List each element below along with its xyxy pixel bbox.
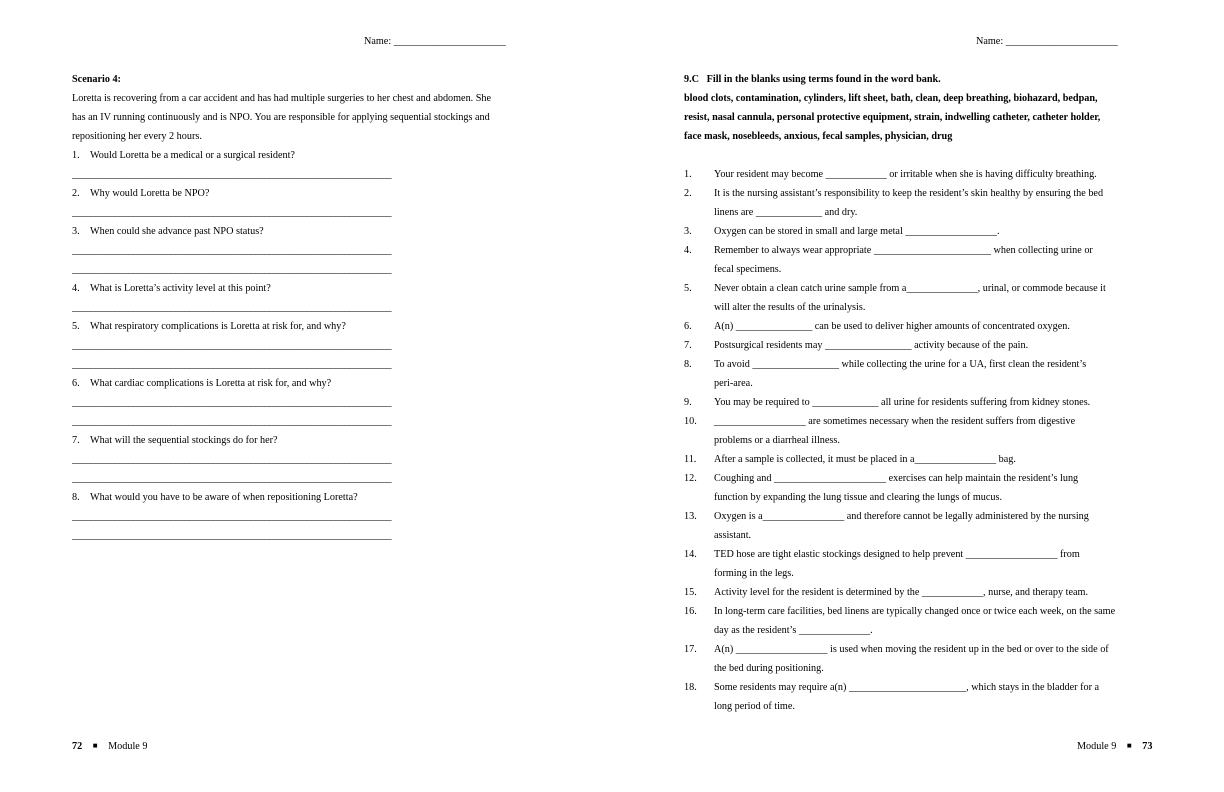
item-text: Remember to always wear appropriate _______________________ when collecting urine or <box>714 245 1093 256</box>
answer-line[interactable]: ____________________________________________________________________ <box>72 511 392 522</box>
answer-line[interactable]: ____________________________________________________________________ <box>72 245 392 256</box>
question-number: 3. <box>72 226 80 237</box>
fill-in-item <box>684 222 1170 241</box>
item-text: To avoid _________________ while collecting the urine for a UA, first clean the resident’s <box>714 359 1087 370</box>
item-number: 12. <box>684 473 697 484</box>
item-number: 6. <box>684 321 692 332</box>
question-number: 4. <box>72 283 80 294</box>
word-bank-line: blood clots, contamination, cylinders, lift sheet, bath, clean, deep breathing, biohazard, bedpan, <box>684 93 1098 104</box>
question-number: 8. <box>72 492 80 503</box>
answer-line[interactable]: ____________________________________________________________________ <box>72 397 392 408</box>
question-text: When could she advance past NPO status? <box>90 226 264 237</box>
item-text-continued: problems or a diarrheal illness. <box>714 435 840 446</box>
fill-in-item <box>684 583 1170 602</box>
word-bank-line: resist, nasal cannula, personal protective equipment, strain, indwelling catheter, catheter holder, <box>684 112 1101 123</box>
question-text: Why would Loretta be NPO? <box>90 188 210 199</box>
footer-bullet: ■ <box>1126 741 1132 750</box>
item-text: Coughing and ______________________ exercises can help maintain the resident’s lung <box>714 473 1079 484</box>
right-page <box>612 0 1224 792</box>
answer-line[interactable]: ____________________________________________________________________ <box>72 169 392 180</box>
item-text-continued: will alter the results of the urinalysis. <box>714 302 866 313</box>
question-number: 2. <box>72 188 80 199</box>
item-text-continued: forming in the legs. <box>714 568 794 579</box>
item-number: 14. <box>684 549 697 560</box>
spacer <box>684 146 1170 165</box>
item-number: 9. <box>684 397 692 408</box>
fill-in-item <box>684 450 1170 469</box>
item-number: 1. <box>684 169 692 180</box>
fill-in-item <box>684 355 1170 374</box>
item-text-continued: fecal specimens. <box>714 264 782 275</box>
item-text: Your resident may become ____________ or irritable when she is having difficulty breathing. <box>714 169 1097 180</box>
page-footer <box>1077 741 1152 752</box>
item-number: 2. <box>684 188 692 199</box>
question-row <box>72 374 542 393</box>
fill-in-item <box>684 412 1170 431</box>
answer-line[interactable]: ____________________________________________________________________ <box>72 359 392 370</box>
answer-line[interactable]: ____________________________________________________________________ <box>72 416 392 427</box>
fill-in-item <box>684 393 1170 412</box>
item-text: In long-term care facilities, bed linens are typically changed once or twice each week, on the same <box>714 606 1116 617</box>
answer-line[interactable]: ____________________________________________________________________ <box>72 207 392 218</box>
answer-line[interactable]: ____________________________________________________________________ <box>72 473 392 484</box>
fill-in-section <box>684 70 1170 716</box>
item-text: A(n) __________________ is used when moving the resident up in the bed or over to the side of <box>714 644 1109 655</box>
question-number: 1. <box>72 150 80 161</box>
scenario-intro-line: Loretta is recovering from a car accident and has had multiple surgeries to her chest and abdomen. She <box>72 93 492 104</box>
fill-in-item <box>684 507 1170 526</box>
fill-in-item <box>684 279 1170 298</box>
answer-line[interactable]: ____________________________________________________________________ <box>72 264 392 275</box>
question-row <box>72 222 542 241</box>
item-number: 10. <box>684 416 697 427</box>
fill-in-item <box>684 545 1170 564</box>
question-number: 6. <box>72 378 80 389</box>
item-number: 18. <box>684 682 697 693</box>
item-text-continued: linens are _____________ and dry. <box>714 207 858 218</box>
word-bank-line: face mask, nosebleeds, anxious, fecal samples, physician, drug <box>684 131 953 142</box>
question-text: What would you have to be aware of when repositioning Loretta? <box>90 492 358 503</box>
section-heading <box>684 70 1170 89</box>
section-instruction: Fill in the blanks using terms found in the word bank. <box>706 74 941 85</box>
fill-in-item <box>684 165 1170 184</box>
question-row <box>72 317 542 336</box>
question-text: What cardiac complications is Loretta at risk for, and why? <box>90 378 332 389</box>
module-label: Module 9 <box>1077 741 1117 752</box>
item-text: __________________ are sometimes necessary when the resident suffers from digestive <box>714 416 1076 427</box>
question-text: What is Loretta’s activity level at this point? <box>90 283 271 294</box>
item-number: 11. <box>684 454 697 465</box>
question-row <box>72 279 542 298</box>
item-text: Oxygen is a________________ and therefore cannot be legally administered by the nursing <box>714 511 1089 522</box>
page-number: 73 <box>1142 741 1153 752</box>
fill-in-item <box>684 317 1170 336</box>
section-label: 9.C <box>684 74 699 85</box>
item-text-continued: peri-area. <box>714 378 753 389</box>
item-number: 4. <box>684 245 692 256</box>
item-number: 17. <box>684 644 697 655</box>
fill-in-item <box>684 602 1170 621</box>
question-text: What respiratory complications is Loretta at risk for, and why? <box>90 321 346 332</box>
item-text-continued: assistant. <box>714 530 752 541</box>
item-number: 3. <box>684 226 692 237</box>
answer-line[interactable]: ____________________________________________________________________ <box>72 340 392 351</box>
item-text: Never obtain a clean catch urine sample from a______________, urinal, or commode because it <box>714 283 1106 294</box>
question-row <box>72 184 542 203</box>
item-number: 7. <box>684 340 692 351</box>
question-number: 7. <box>72 435 80 446</box>
item-text: TED hose are tight elastic stockings designed to help prevent __________________ from <box>714 549 1080 560</box>
question-text: What will the sequential stockings do for her? <box>90 435 278 446</box>
scenario-intro-line: repositioning her every 2 hours. <box>72 131 202 142</box>
item-text: Postsurgical residents may _________________ activity because of the pain. <box>714 340 1029 351</box>
item-number: 15. <box>684 587 697 598</box>
scenario-title: Scenario 4: <box>72 74 121 85</box>
item-number: 5. <box>684 283 692 294</box>
question-number: 5. <box>72 321 80 332</box>
item-text: It is the nursing assistant’s responsibility to keep the resident’s skin healthy by ensuring the bed <box>714 188 1104 199</box>
fill-in-item <box>684 241 1170 260</box>
fill-in-item <box>684 640 1170 659</box>
item-text: Some residents may require a(n) _______________________, which stays in the bladder for a <box>714 682 1100 693</box>
item-number: 8. <box>684 359 692 370</box>
name-field-label: Name: ______________________ <box>976 36 1118 47</box>
fill-in-item <box>684 336 1170 355</box>
question-row <box>72 431 542 450</box>
answer-line[interactable]: ____________________________________________________________________ <box>72 530 392 541</box>
module-label: Module 9 <box>108 741 148 752</box>
scenario-section <box>72 70 542 545</box>
item-text: A(n) _______________ can be used to deliver higher amounts of concentrated oxygen. <box>714 321 1070 332</box>
footer-bullet: ■ <box>92 741 98 750</box>
item-text: Activity level for the resident is determined by the ____________, nurse, and therapy team. <box>714 587 1089 598</box>
fill-in-item-list <box>684 165 1170 716</box>
question-row <box>72 146 542 165</box>
fill-in-item <box>684 678 1170 697</box>
answer-line[interactable]: ____________________________________________________________________ <box>72 302 392 313</box>
scenario-intro-line: has an IV running continuously and is NPO. You are responsible for applying sequential stockings and <box>72 112 490 123</box>
item-text-continued: function by expanding the lung tissue and clearing the lungs of mucus. <box>714 492 1003 503</box>
item-text: Oxygen can be stored in small and large metal __________________. <box>714 226 1000 237</box>
name-field-label: Name: ______________________ <box>364 36 506 47</box>
question-row <box>72 488 542 507</box>
question-text: Would Loretta be a medical or a surgical resident? <box>90 150 295 161</box>
fill-in-item <box>684 184 1170 203</box>
item-text-continued: day as the resident’s ______________. <box>714 625 873 636</box>
fill-in-item <box>684 469 1170 488</box>
item-number: 13. <box>684 511 697 522</box>
item-text: You may be required to _____________ all urine for residents suffering from kidney stones. <box>714 397 1091 408</box>
scenario-question-list <box>72 146 542 545</box>
answer-line[interactable]: ____________________________________________________________________ <box>72 454 392 465</box>
page-footer <box>72 741 147 752</box>
item-number: 16. <box>684 606 697 617</box>
item-text-continued: the bed during positioning. <box>714 663 824 674</box>
item-text: After a sample is collected, it must be placed in a________________ bag. <box>714 454 1016 465</box>
item-text-continued: long period of time. <box>714 701 795 712</box>
page-number: 72 <box>72 741 83 752</box>
